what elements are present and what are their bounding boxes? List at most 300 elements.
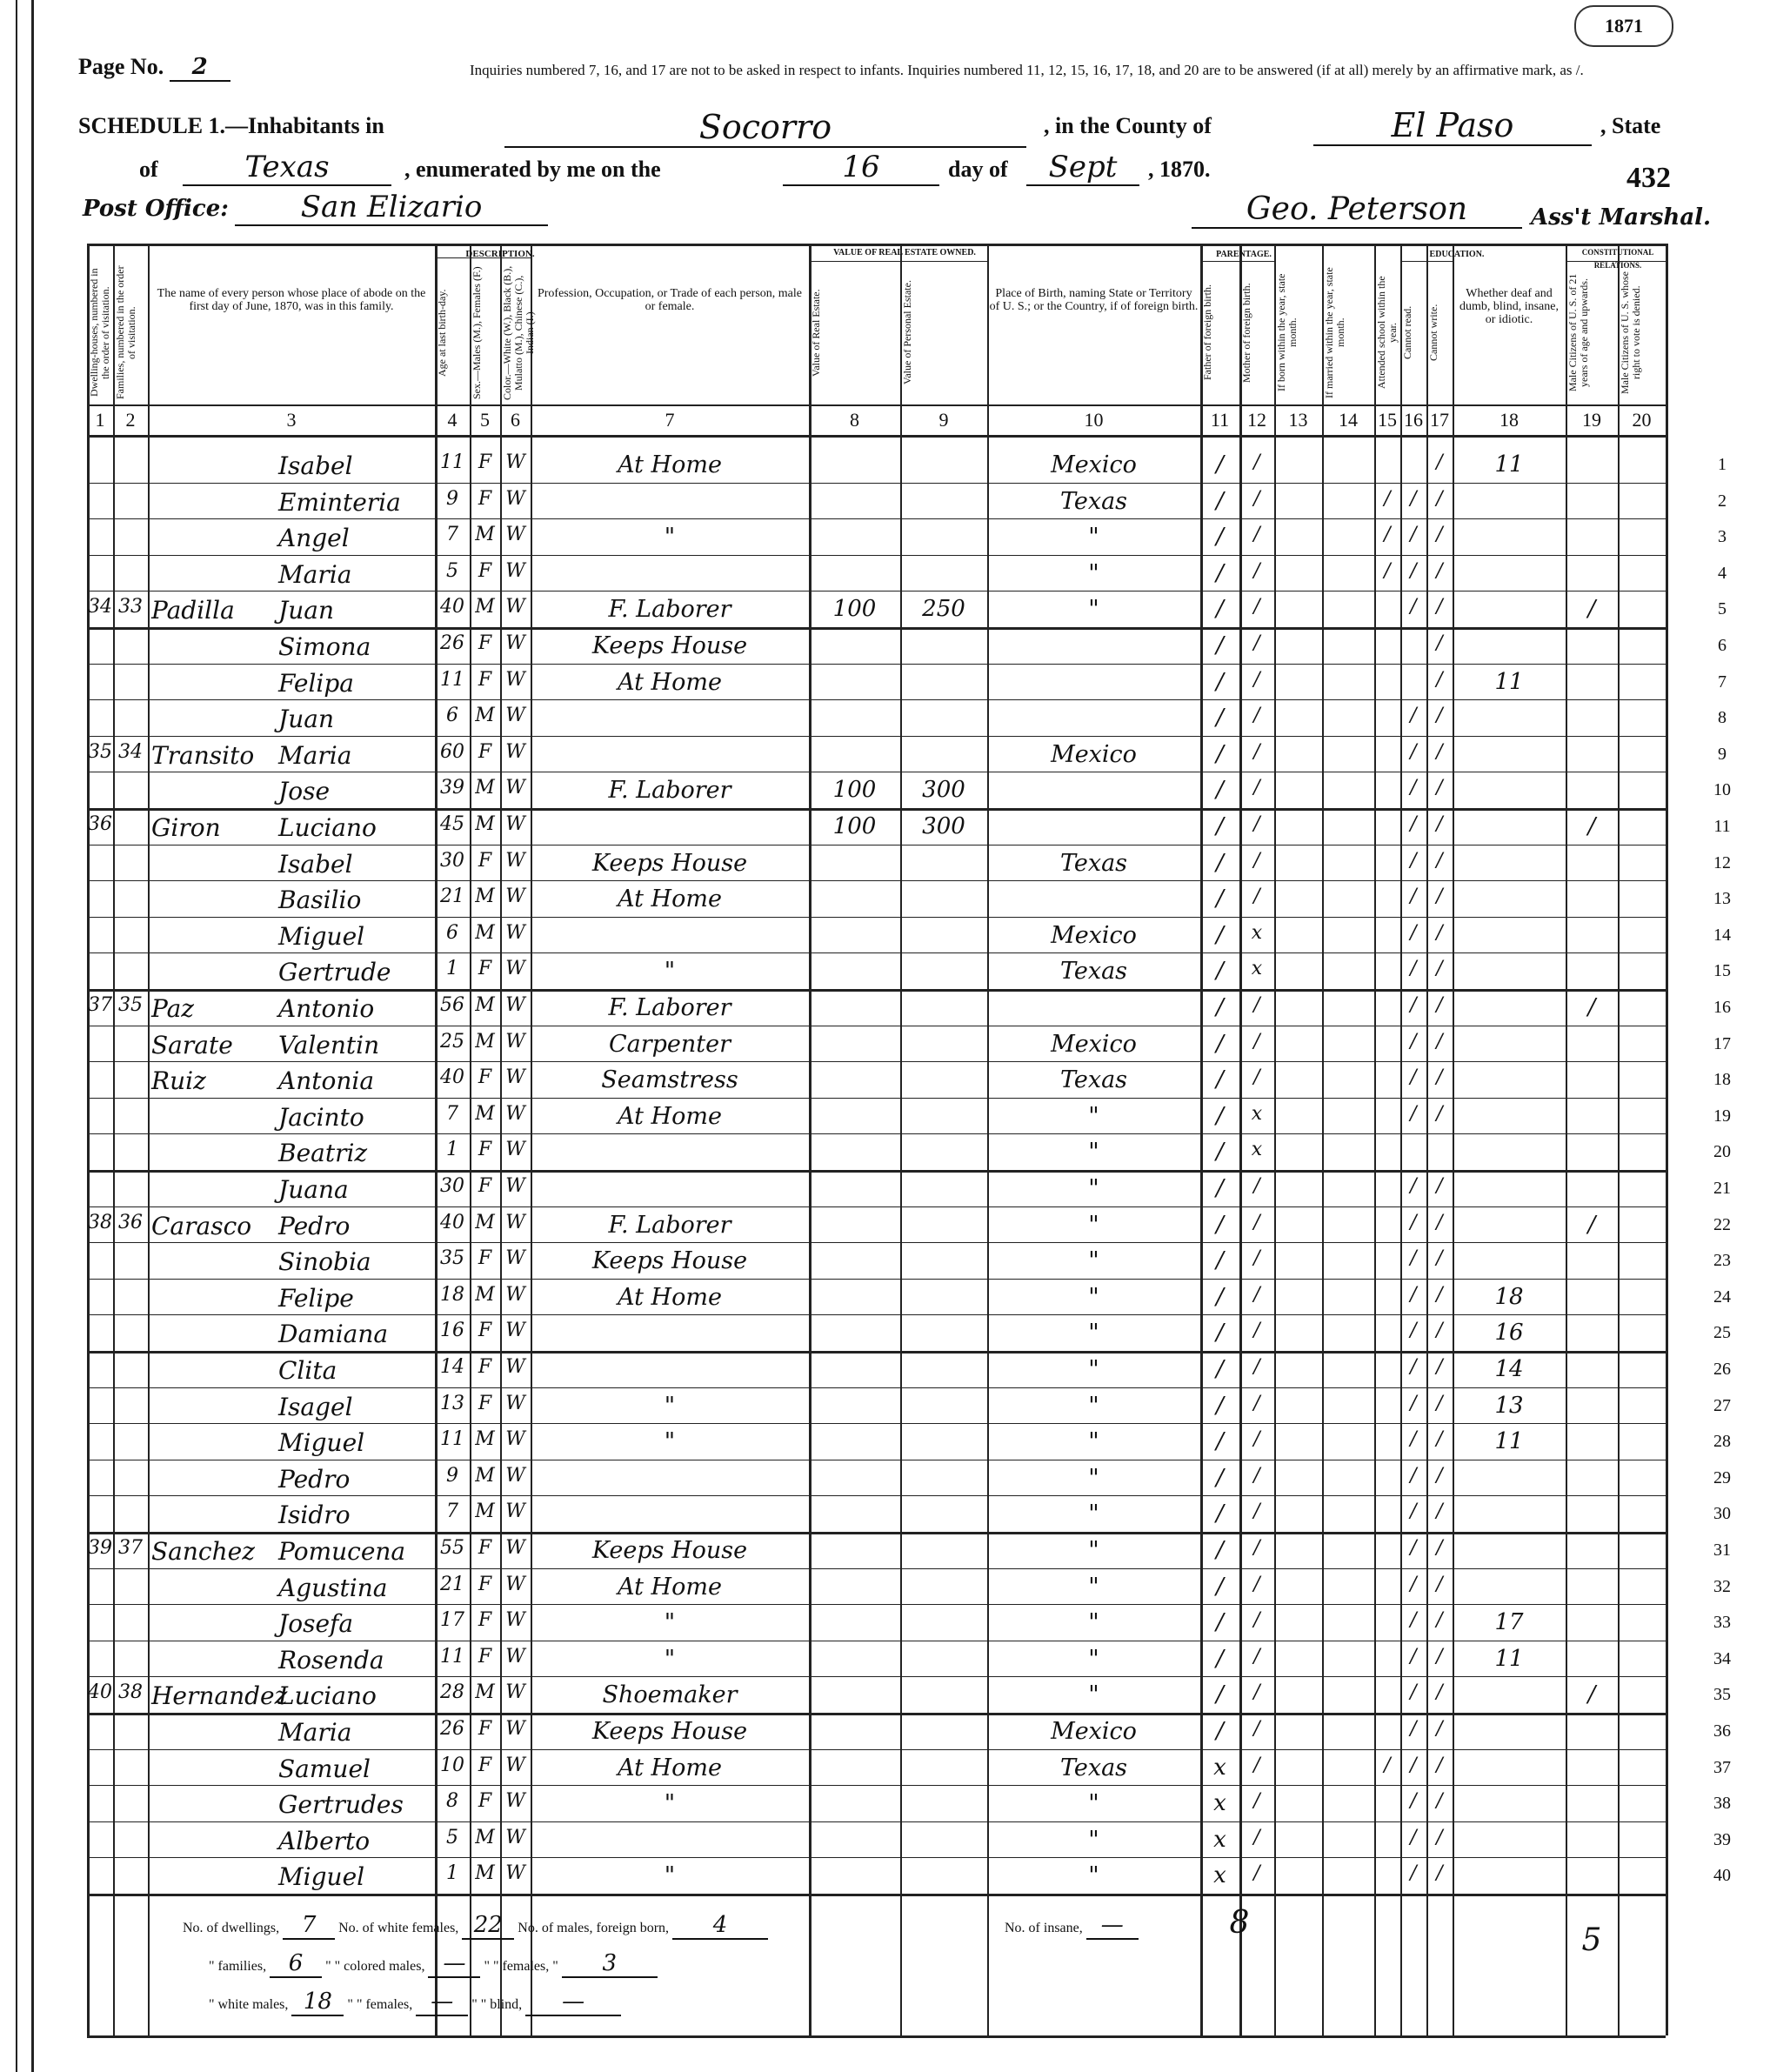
father-foreign-mark: / (1216, 1283, 1224, 1310)
cannot-read-mark: / (1410, 740, 1417, 763)
dwelling-number: 38 (88, 1211, 112, 1233)
cannot-write-mark: / (1436, 1537, 1443, 1559)
color: W (505, 886, 525, 908)
insane-count: — (1086, 1912, 1139, 1940)
cannot-read-mark: / (1410, 849, 1417, 872)
line-number: 25 (1713, 1323, 1731, 1343)
enumeration-day: 16 (783, 150, 939, 186)
cannot-read-mark: / (1410, 994, 1417, 1016)
adjacent-page-edge (0, 0, 17, 2072)
disability-note: 13 (1494, 1392, 1524, 1419)
column-rule (87, 244, 90, 2035)
row-rule (87, 1242, 1666, 1243)
row-rule (87, 952, 1666, 953)
color: W (505, 1320, 525, 1342)
real-estate-value: 100 (832, 813, 877, 839)
citizen-mark: / (1587, 1211, 1596, 1238)
surname: Sarate (151, 1030, 233, 1059)
row-rule (87, 664, 1666, 665)
dwelling-number: 35 (88, 740, 112, 763)
personal-estate-value: 250 (922, 596, 965, 623)
occupation: At Home (618, 1102, 722, 1130)
birthplace: " (1088, 1826, 1099, 1854)
line-number: 10 (1713, 780, 1731, 800)
birthplace: " (1088, 1537, 1099, 1564)
cannot-write-mark: / (1436, 1718, 1443, 1740)
occupation: " (664, 1862, 676, 1890)
page-no-value: 2 (170, 54, 230, 82)
sex: M (475, 813, 495, 835)
birthplace: " (1088, 1175, 1099, 1202)
cannot-read-mark: / (1410, 1754, 1417, 1776)
cannot-write-mark: / (1436, 1645, 1443, 1668)
color: W (505, 1139, 525, 1161)
given-name: Samuel (278, 1754, 371, 1783)
father-foreign-mark: / (1216, 1211, 1224, 1238)
mother-foreign-mark: / (1253, 1754, 1260, 1776)
column-header-12: Mother of foreign birth. (1240, 283, 1252, 383)
line-number: 24 (1713, 1287, 1731, 1307)
father-foreign-mark: / (1216, 668, 1224, 695)
sex: F (478, 1320, 492, 1342)
sex: M (475, 705, 495, 727)
row-rule (87, 880, 1666, 881)
line-number: 36 (1713, 1721, 1731, 1741)
birthplace: " (1088, 1573, 1099, 1601)
age: 1 (446, 958, 458, 980)
line-number: 18 (1713, 1070, 1731, 1090)
cannot-write-mark: / (1436, 632, 1443, 654)
given-name: Gertrude (278, 958, 391, 987)
line-number: 5 (1718, 599, 1727, 619)
cannot-read-mark: / (1410, 1573, 1417, 1595)
color: W (505, 958, 525, 980)
cannot-read-mark: / (1410, 1718, 1417, 1740)
cannot-read-mark: / (1410, 1681, 1417, 1704)
birthplace: " (1088, 1102, 1099, 1130)
mother-foreign-mark: / (1253, 1537, 1260, 1559)
color: W (505, 451, 525, 473)
cannot-read-mark: / (1410, 1283, 1417, 1306)
blind-count: — (525, 1988, 621, 2016)
cannot-write-mark: / (1436, 559, 1443, 582)
column-number-16: 16 (1404, 409, 1423, 431)
white-males-count: 18 (291, 1988, 344, 2016)
father-foreign-mark: / (1216, 1464, 1224, 1491)
cannot-read-mark: / (1410, 1464, 1417, 1487)
citizen-mark: / (1587, 813, 1596, 839)
father-foreign-mark: / (1216, 1139, 1224, 1166)
column-rule (1666, 244, 1668, 2035)
row-rule (87, 591, 1666, 592)
age: 7 (446, 1501, 458, 1523)
white-females-count: 22 (462, 1912, 514, 1940)
sex: F (478, 849, 492, 872)
color: W (505, 1211, 525, 1233)
disability-note: 16 (1494, 1320, 1524, 1347)
family-number: 36 (118, 1211, 143, 1233)
color: W (505, 1790, 525, 1813)
father-foreign-mark: x (1213, 1790, 1226, 1817)
occupation: " (664, 1392, 676, 1420)
father-foreign-mark: / (1216, 994, 1224, 1020)
row-rule (87, 1785, 1666, 1786)
occupation: Keeps House (591, 1247, 748, 1275)
marshal-label: Ass't Marshal. (1531, 204, 1712, 231)
line-number: 34 (1713, 1648, 1731, 1668)
occupation: " (664, 1790, 676, 1818)
dwellings-count: 7 (283, 1912, 335, 1940)
cannot-write-mark: / (1436, 1609, 1443, 1632)
mother-foreign-mark: / (1253, 1718, 1260, 1740)
cannot-write-mark: / (1436, 1030, 1443, 1053)
dwellings-label: No. of dwellings, (183, 1921, 280, 1935)
age: 60 (440, 740, 464, 763)
age: 25 (440, 1030, 464, 1053)
sex: F (478, 1754, 492, 1776)
father-foreign-mark: / (1216, 849, 1224, 876)
row-rule (87, 555, 1666, 556)
birthplace: " (1088, 1211, 1099, 1239)
sex: F (478, 1066, 492, 1089)
column-number-15: 15 (1378, 409, 1397, 431)
color: W (505, 705, 525, 727)
given-name: Miguel (278, 1428, 365, 1458)
column-number-2: 2 (125, 409, 136, 431)
occupation: At Home (618, 886, 722, 913)
cannot-write-mark: / (1436, 921, 1443, 944)
given-name: Jose (278, 777, 331, 806)
parentage-tally-value: 8 (1229, 1905, 1250, 1941)
line-number: 20 (1713, 1142, 1731, 1162)
age: 55 (440, 1537, 464, 1559)
column-number-12: 12 (1247, 409, 1266, 431)
citizen-mark: / (1587, 596, 1596, 623)
row-rule (87, 1314, 1666, 1315)
mother-foreign-mark: x (1251, 1139, 1263, 1161)
given-name: Damiana (278, 1320, 389, 1349)
color: W (505, 813, 525, 835)
education-group-rule (1400, 261, 1453, 262)
mother-foreign-mark: / (1253, 1066, 1260, 1089)
occupation: Keeps House (591, 1718, 748, 1745)
mother-foreign-mark: x (1251, 1102, 1263, 1125)
line-number: 22 (1713, 1214, 1731, 1234)
mother-foreign-mark: / (1253, 524, 1260, 546)
column-rule (1618, 244, 1620, 2035)
males-foreign-label: No. of males, foreign born, (518, 1921, 670, 1935)
cannot-write-mark: / (1436, 1247, 1443, 1270)
mother-foreign-mark: / (1253, 1283, 1260, 1306)
page-number-label (78, 54, 230, 82)
row-rule (87, 1532, 1666, 1534)
cannot-write-mark: / (1436, 1501, 1443, 1523)
given-name: Jacinto (278, 1102, 364, 1132)
column-rule (1274, 244, 1276, 2035)
column-header-19: Male Citizens of U. S. of 21 years of age and upwards. (1566, 273, 1590, 392)
cannot-write-mark: / (1436, 1754, 1443, 1776)
age: 40 (440, 1211, 464, 1233)
birthplace: Mexico (1051, 451, 1137, 478)
line-number: 13 (1713, 889, 1731, 909)
given-name: Luciano (278, 1681, 377, 1711)
age: 45 (440, 813, 464, 835)
disability-note: 11 (1494, 1645, 1524, 1672)
father-foreign-mark: / (1216, 958, 1224, 985)
place-name: Socorro (504, 108, 1026, 148)
citizen-mark: / (1587, 1681, 1596, 1708)
instruction-line: Inquiries numbered 7, 16, and 17 are not to be asked in respect to infants. Inquiries numbered 11, 12, 15, 16, 17, 18, and 20 are to be answered (if at all) merely by an affirmative mark, as /. (470, 62, 1584, 78)
line-number: 38 (1713, 1794, 1731, 1814)
occupation: Seamstress (601, 1066, 738, 1094)
cannot-write-mark: / (1436, 1862, 1443, 1885)
column-number-19: 19 (1582, 409, 1601, 431)
estate-group-rule (809, 261, 987, 262)
color: W (505, 596, 525, 618)
color: W (505, 1102, 525, 1125)
age: 18 (440, 1283, 464, 1306)
sex: M (475, 1501, 495, 1523)
school-mark: / (1384, 487, 1391, 510)
color: W (505, 524, 525, 546)
line-number: 30 (1713, 1504, 1731, 1524)
age: 30 (440, 1175, 464, 1197)
occupation: F. Laborer (608, 777, 731, 805)
mother-foreign-mark: / (1253, 1211, 1260, 1233)
color: W (505, 777, 525, 799)
sex: F (478, 559, 492, 582)
row-rule (87, 808, 1666, 811)
father-foreign-mark: x (1213, 1754, 1226, 1781)
sex: F (478, 1139, 492, 1161)
cannot-read-mark: / (1410, 1030, 1417, 1053)
age: 40 (440, 1066, 464, 1089)
given-name: Alberto (278, 1826, 371, 1855)
sex: F (478, 1645, 492, 1668)
dwelling-number: 39 (88, 1537, 112, 1559)
age: 13 (440, 1392, 464, 1414)
cannot-write-mark: / (1436, 1283, 1443, 1306)
father-foreign-mark: / (1216, 1501, 1224, 1527)
birthplace: " (1088, 1247, 1099, 1275)
age: 11 (440, 451, 464, 473)
line-number: 12 (1713, 852, 1731, 872)
line-number: 28 (1713, 1432, 1731, 1452)
cannot-read-mark: / (1410, 1247, 1417, 1270)
father-foreign-mark: / (1216, 596, 1224, 623)
occupation: " (664, 1645, 676, 1673)
birthplace: " (1088, 1464, 1099, 1492)
colored-males-label: " " colored males, (325, 1959, 425, 1974)
state-label: , State (1600, 113, 1661, 138)
column-header-13: If born within the year, state month. (1275, 273, 1299, 392)
birthplace: " (1088, 1392, 1099, 1420)
column-rule (809, 244, 812, 2035)
females-foreign-count: 3 (562, 1950, 658, 1978)
blind-label: " " blind, (471, 1997, 523, 2012)
column-number-13: 13 (1288, 409, 1308, 431)
mother-foreign-mark: / (1253, 1790, 1260, 1813)
father-foreign-mark: / (1216, 1066, 1224, 1093)
age: 21 (440, 886, 464, 908)
line-number: 1 (1718, 455, 1727, 474)
age: 11 (440, 1428, 464, 1451)
father-foreign-mark: / (1216, 1681, 1224, 1708)
column-number-7: 7 (665, 409, 675, 431)
sex: F (478, 958, 492, 980)
dwelling-number: 36 (88, 813, 112, 835)
sex: F (478, 451, 492, 473)
cannot-write-mark: / (1436, 777, 1443, 799)
father-foreign-mark: x (1213, 1826, 1226, 1853)
line-number: 21 (1713, 1179, 1731, 1198)
father-foreign-mark: / (1216, 886, 1224, 912)
color: W (505, 1501, 525, 1523)
schedule-label: SCHEDULE 1.—Inhabitants in (78, 113, 384, 138)
column-header-3: The name of every person whose place of abode on the first day of June, 1870, was in this family. (157, 287, 426, 313)
birthplace: Mexico (1051, 1030, 1137, 1058)
family-number: 37 (118, 1537, 143, 1559)
column-number-14: 14 (1339, 409, 1358, 431)
column-header-6: Color.—White (W.), Black (B.), Mulatto (M.), Chinese (C.), Indian (I.) (501, 265, 536, 400)
cannot-write-mark: / (1436, 1428, 1443, 1451)
sex: M (475, 1862, 495, 1885)
cannot-read-mark: / (1410, 559, 1417, 582)
sex: M (475, 1681, 495, 1704)
occupation: Keeps House (591, 632, 748, 659)
row-rule (87, 1857, 1666, 1858)
age: 1 (446, 1139, 458, 1161)
given-name: Antonia (278, 1066, 375, 1096)
father-foreign-mark: / (1216, 1102, 1224, 1129)
age: 26 (440, 1718, 464, 1740)
disability-note: 17 (1494, 1609, 1524, 1636)
mother-foreign-mark: / (1253, 777, 1260, 799)
sex: F (478, 1392, 492, 1414)
birthplace: " (1088, 1681, 1099, 1709)
column-header-16: Cannot read. (1401, 305, 1413, 360)
family-number: 38 (118, 1681, 143, 1704)
occupation: At Home (618, 668, 722, 696)
cannot-write-mark: / (1436, 813, 1443, 835)
birthplace: Texas (1059, 487, 1128, 515)
mother-foreign-mark: x (1251, 958, 1263, 980)
row-rule (87, 1749, 1666, 1750)
sex: M (475, 886, 495, 908)
birthplace: " (1088, 1645, 1099, 1673)
age: 7 (446, 524, 458, 546)
footer-line-3 (209, 1988, 621, 2016)
cannot-write-mark: / (1436, 705, 1443, 727)
birthplace: " (1088, 559, 1099, 587)
column-header-17: Cannot write. (1427, 304, 1439, 362)
age: 11 (440, 668, 464, 691)
line-number: 16 (1713, 998, 1731, 1017)
cannot-write-mark: / (1436, 886, 1443, 908)
personal-estate-value: 300 (922, 777, 965, 804)
age: 26 (440, 632, 464, 654)
color: W (505, 1862, 525, 1885)
cannot-write-mark: / (1436, 524, 1443, 546)
cannot-read-mark: / (1410, 1790, 1417, 1813)
column-number-3: 3 (286, 409, 297, 431)
column-number-8: 8 (850, 409, 859, 431)
color: W (505, 849, 525, 872)
age: 6 (446, 705, 458, 727)
mother-foreign-mark: x (1251, 921, 1263, 944)
birthplace: " (1088, 1320, 1099, 1347)
insane-summary (1005, 1912, 1139, 1940)
column-header-9: Value of Personal Estate. (901, 280, 913, 385)
line-number: 27 (1713, 1395, 1731, 1415)
colored-females-count: — (416, 1988, 468, 2016)
line-number: 9 (1718, 744, 1727, 764)
cannot-write-mark: / (1436, 1356, 1443, 1378)
occupation: At Home (618, 1754, 722, 1781)
age: 5 (446, 1826, 458, 1848)
page-no-label: Page No. (78, 54, 164, 79)
column-number-6: 6 (511, 409, 520, 431)
birthplace: Mexico (1051, 921, 1137, 949)
cannot-read-mark: / (1410, 1645, 1417, 1668)
occupation: " (664, 524, 676, 551)
cannot-read-mark: / (1410, 596, 1417, 618)
cannot-write-mark: / (1436, 1826, 1443, 1848)
given-name: Pomucena (278, 1537, 406, 1566)
given-name: Juan (278, 705, 334, 734)
column-header-8: Value of Real Estate. (810, 289, 822, 377)
mother-foreign-mark: / (1253, 994, 1260, 1016)
age: 11 (440, 1645, 464, 1668)
color: W (505, 1175, 525, 1197)
mother-foreign-mark: / (1253, 632, 1260, 654)
line-number: 15 (1713, 961, 1731, 981)
given-name: Valentin (278, 1030, 380, 1059)
cannot-read-mark: / (1410, 777, 1417, 799)
families-label: " families, (209, 1959, 267, 1974)
cannot-write-mark: / (1436, 1392, 1443, 1414)
disability-note: 18 (1494, 1283, 1524, 1310)
given-name: Luciano (278, 813, 377, 842)
surname: Sanchez (151, 1537, 255, 1566)
age: 30 (440, 849, 464, 872)
row-rule (87, 1351, 1666, 1353)
cannot-write-mark: / (1436, 994, 1443, 1016)
cannot-read-mark: / (1410, 1211, 1417, 1233)
column-header-4: Age at last birth-day. (436, 289, 448, 377)
family-number: 35 (118, 994, 143, 1016)
disability-note: 14 (1494, 1356, 1524, 1382)
father-foreign-mark: / (1216, 451, 1224, 478)
constitutional-tally (1574, 1922, 1609, 1958)
row-rule (87, 1387, 1666, 1388)
of-label: of (139, 157, 158, 182)
cannot-write-mark: / (1436, 1681, 1443, 1704)
mother-foreign-mark: / (1253, 1464, 1260, 1487)
sex: M (475, 777, 495, 799)
cannot-read-mark: / (1410, 1501, 1417, 1523)
given-name: Felipe (278, 1283, 354, 1313)
color: W (505, 994, 525, 1016)
sex: F (478, 1537, 492, 1559)
surname: Paz (151, 994, 195, 1023)
given-name: Miguel (278, 1862, 365, 1892)
mother-foreign-mark: / (1253, 1320, 1260, 1342)
sex: F (478, 1790, 492, 1813)
cannot-read-mark: / (1410, 813, 1417, 835)
disability-note: 11 (1494, 451, 1524, 478)
family-number: 34 (118, 740, 143, 763)
